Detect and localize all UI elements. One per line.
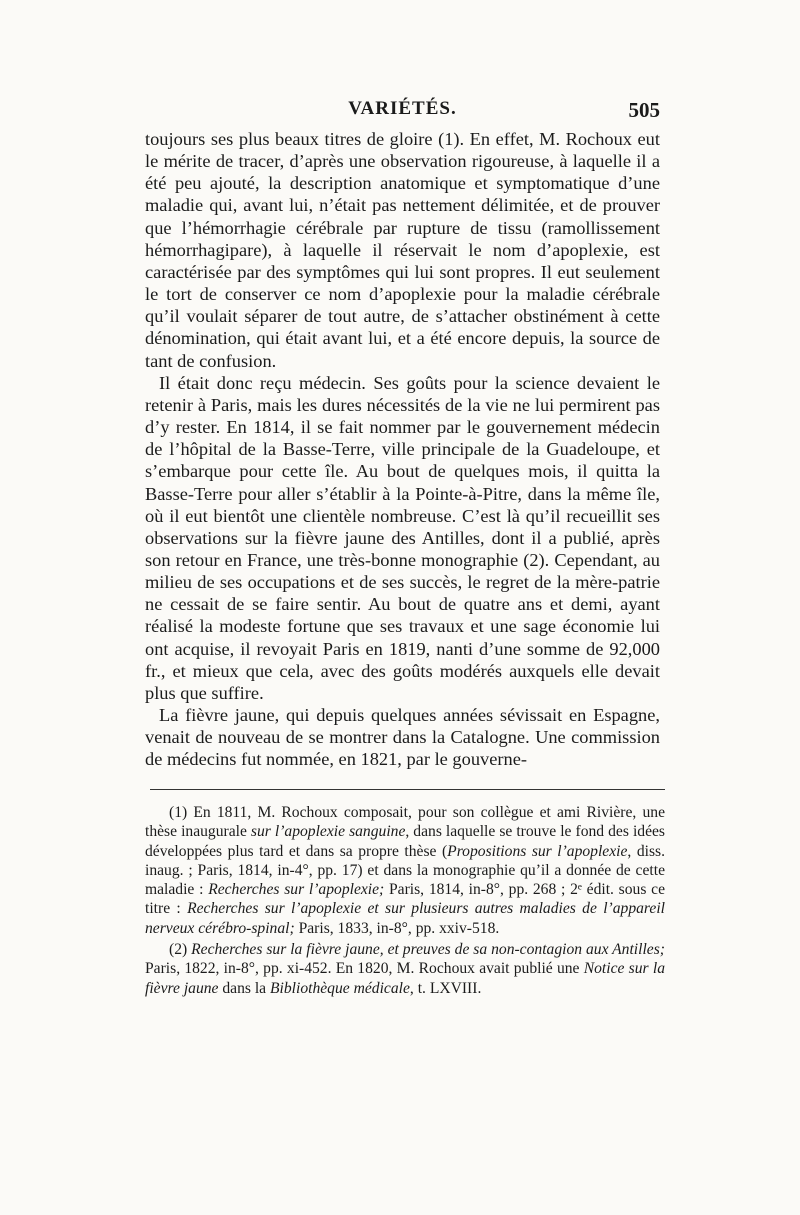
footnote-2-title-f: Bibliothèque médicale (270, 979, 410, 997)
footnote-1 (145, 803, 665, 938)
footnote-2 (145, 940, 665, 998)
footnote-1-title-a: sur l’apoplexie sanguine (250, 823, 406, 841)
footnote-1-title-d: Propositions sur l’apoplexie (447, 842, 628, 860)
footnote-1-text-i: Paris, 1833, in-8°, pp. xxiv-518. (294, 919, 500, 937)
page-header (145, 98, 660, 128)
footnote-separator (150, 789, 665, 790)
footnote-2-text-g: , t. LXVIII. (409, 979, 482, 997)
paragraph-2: Il était donc reçu médecin. Ses goûts pour la science devaient le retenir à Paris, mais les dures nécessités de la vie ne lui permirent pas d’y rester. En 1814, il se fait nommer par le gouvernement médecin de l’hôpital de la Basse-Terre, ville principale de la Guadeloupe, et s’embarque pour cette île. Au bout de quelques mois, il quitta la Basse-Terre pour aller s’établir à la Pointe-à-Pitre, dans la même île, où il eut bientôt une clientèle nombreuse. C’est là qu’il recueillit ses observations sur la fièvre jaune des Antilles, dont il a publié, après son retour en France, une très-bonne monographie (2). Cependant, au milieu de ses occupations et de ses succès, le regret de la mère-patrie ne cessait de se faire sentir. Au bout de quatre ans et demi, ayant réalisé la modeste fortune que ses travaux et une sage économie lui ont acquise, il revoyait Paris en 1819, nanti d’une somme de 92,000 fr., et mieux que cela, avec des goûts modérés auxquels elle devait plus que suffire. (145, 372, 660, 703)
footnote-2-text-e: dans la (218, 979, 271, 997)
footnote-2-text-c: Paris, 1822, in-8°, pp. xi-452. En 1820, M. Rochoux avait publié une (145, 960, 584, 978)
running-title: VARIÉTÉS. (348, 98, 457, 119)
footnote-1-title-h: Recherches sur l’apoplexie et sur plusieurs autres maladies de l’appareil nerveux cérébro-spinal; (145, 900, 665, 937)
footnote-2-text-a: (2) (169, 941, 192, 959)
paragraph-3: La fièvre jaune, qui depuis quelques années sévissait en Espagne, venait de nouveau de se montrer dans la Catalogne. Une commission de médecins fut nommée, en 1821, par le gouverne- (145, 705, 660, 770)
footnote-1-text-c: , dans laquelle se trouve le fond des idées développées plus tard et dans sa propre thèse ( (145, 823, 665, 860)
footnote-1-text-g: Paris, 1814, in-8°, pp. 268 ; 2ᵉ édit. sous ce titre : (145, 881, 665, 918)
page-number: 505 (628, 98, 660, 122)
footnote-1-title-f: Recherches sur l’apoplexie; (208, 881, 385, 899)
footnotes (145, 803, 665, 1000)
main-text (145, 128, 660, 771)
paragraph-1: toujours ses plus beaux titres de gloire (1). En effet, M. Rochoux eut le mérite de tracer, d’après une observation rigoureuse, à laquelle il a été peu ajouté, la description anatomique et symptomatique d’une maladie qui, avant lui, n’était pas nettement délimitée, et de prouver que l’hémorrhagie cérébrale par rupture de tissu (ramollissement hémorrhagipare), à laquelle il réservait le nom d’apoplexie, est caractérisée par des symptômes qui lui sont propres. Il eut seulement le tort de conserver ce nom d’apoplexie pour la maladie cérébrale qu’il voulait séparer de tout autre, de s’attacher obstinément à cette dénomination, qui était avant lui, et a été encore depuis, la source de tant de confusion. (145, 129, 660, 371)
footnote-1-text-a: (1) En 1811, M. Rochoux composait, pour son collègue et ami Rivière, une thèse inaugurale (145, 804, 665, 841)
footnote-2-title-d: Notice sur la fièvre jaune (145, 960, 665, 997)
footnote-1-text-e: , diss. inaug. ; Paris, 1814, in-4°, pp. 17) et dans la monographie qu’il a donnée de cette maladie : (145, 842, 665, 899)
footnote-2-title-b: Recherches sur la fièvre jaune, et preuves de sa non-contagion aux Antilles; (191, 941, 665, 959)
